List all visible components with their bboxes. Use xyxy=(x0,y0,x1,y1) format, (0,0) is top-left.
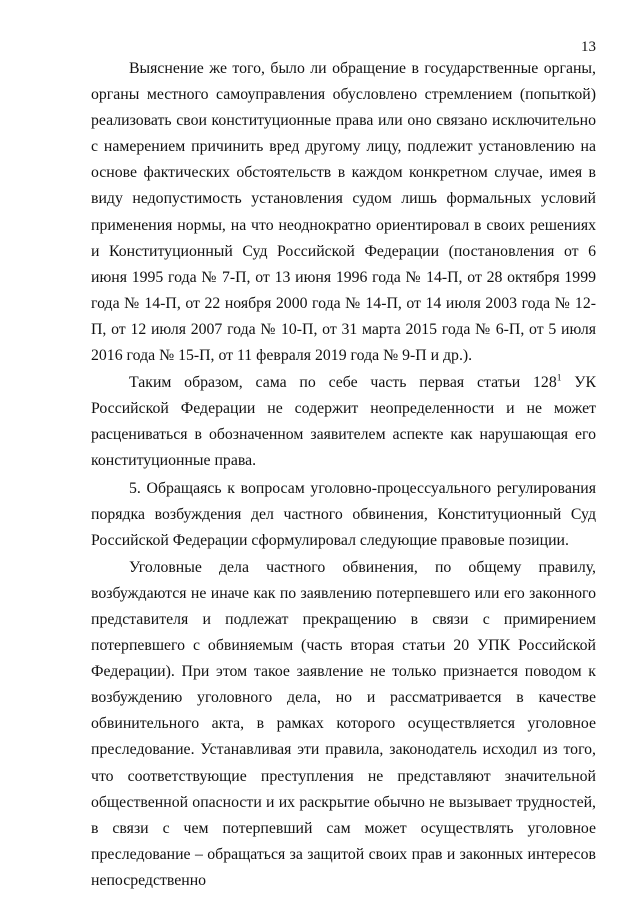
paragraph-conclusion-lead: Таким образом, сама по себе часть первая статьи 128 xyxy=(129,374,557,392)
page-number: 13 xyxy=(581,39,596,55)
paragraph-legal-analysis: Выяснение же того, было ли обращение в государственные органы, органы местного самоуправления обусловлено стремлением (попыткой) реализовать свои конституционные права или оно связано исключительно с намерением причинить вред другому лицу, подлежит установлению на основе фактических обстоятельств в каждом конкретном случае, имея в виду недопустимость установления судом лишь формальных условий применения нормы, на что неоднократно ориентировал в своих решениях и Конституционный Суд Российской Федерации (постановления от 6 июня 1995 года № 7-П, от 13 июня 1996 года № 14-П, от 28 октября 1999 года № 14-П, от 22 ноября 2000 года № 14-П, от 14 июля 2003 года № 12-П, от 12 июля 2007 года № 10-П, от 31 марта 2015 года № 6-П, от 5 июля 2016 года № 15-П, от 11 февраля 2019 года № 9-П и др.). xyxy=(91,60,596,365)
paragraph-section-5: 5. Обращаясь к вопросам уголовно-процессуального регулирования порядка возбуждения дел частного обвинения, Конституционный Суд Российской Федерации сформулировал следующие правовые позиции. xyxy=(91,479,596,549)
paragraph-conclusion-tail: УК Российской Федерации не содержит неопределенности и не может расцениваться в обозначенном заявителем аспекте как нарушающая его конституционные права. xyxy=(91,374,596,470)
article-superscript: 1 xyxy=(556,373,562,384)
document-body xyxy=(91,56,596,895)
paragraph-private-prosecution: Уголовные дела частного обвинения, по общему правилу, возбуждаются не иначе как по заявлению потерпевшего или его законного представителя и подлежат прекращению в связи с примирением потерпевшего с обвиняемым (часть вторая статьи 20 УПК Российской Федерации). При этом такое заявление не только признается поводом к возбуждению уголовного дела, но и рассматривается в качестве обвинительного акта, в рамках которого осуществляется уголовное преследование. Устанавливая эти правила, законодатель исходил из того, что соответствующие преступления не представляют значительной общественной опасности и их раскрытие обычно не вызывает трудностей, в связи с чем потерпевший сам может осуществлять уголовное преследование – обращаться за защитой своих прав и законных интересов непосредственно xyxy=(91,558,596,889)
paragraph-conclusion xyxy=(91,370,596,474)
